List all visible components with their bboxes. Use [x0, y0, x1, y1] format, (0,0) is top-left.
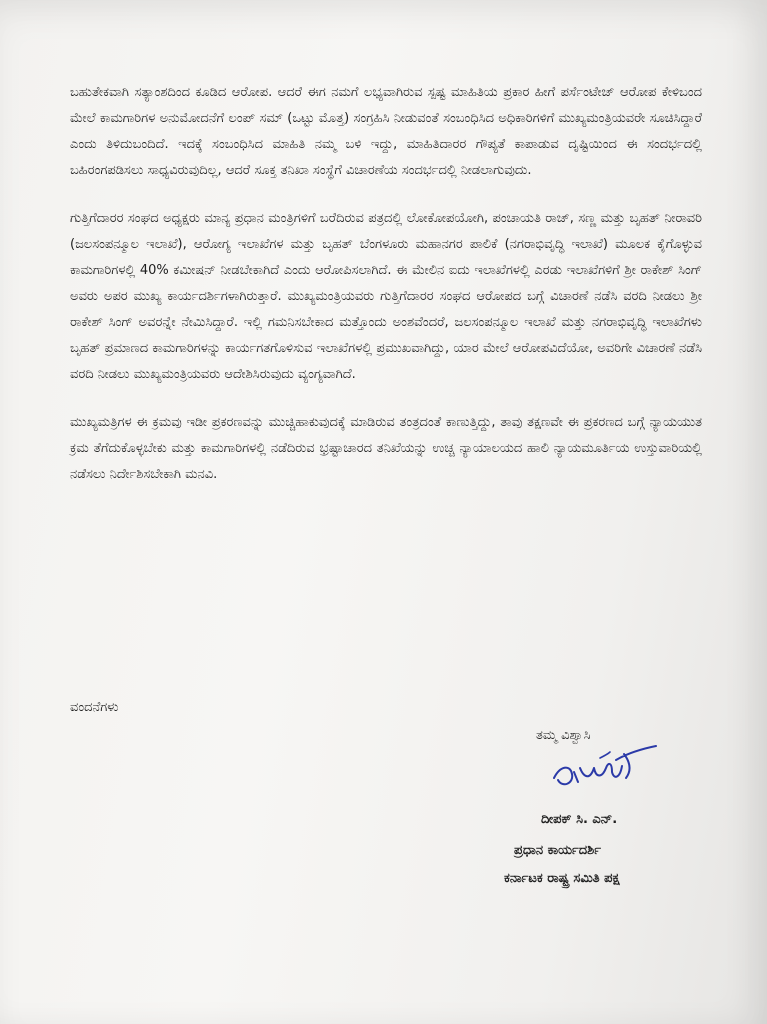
- paragraph-2: ಗುತ್ತಿಗೆದಾರರ ಸಂಘದ ಅಧ್ಯಕ್ಷರು ಮಾನ್ಯ ಪ್ರಧಾನ ಮಂತ್ರಿಗಳಿಗೆ ಬರೆದಿರುವ ಪತ್ರದಲ್ಲಿ ಲೋಕೋಪಯೋಗಿ, ಪಂಚಾಯತಿ ರಾಜ್, ಸಣ್ಣ ಮತ್ತು ಬೃಹತ್ ನೀರಾವರಿ (ಜಲಸಂಪನ್ಮೂಲ ಇಲಾಖೆ), ಆರೋಗ್ಯ ಇಲಾಖೆಗಳ ಮತ್ತು ಬೃಹತ್ ಬೆಂಗಳೂರು ಮಹಾನಗರ ಪಾಲಿಕೆ (ನಗರಾಭಿವೃದ್ಧಿ ಇಲಾಖೆ) ಮೂಲಕ ಕೈಗೊಳ್ಳುವ ಕಾಮಗಾರಿಗಳಲ್ಲಿ 40% ಕಮೀಷನ್ ನೀಡಬೇಕಾಗಿದೆ ಎಂದು ಆರೋಪಿಸಲಾಗಿದೆ. ಈ ಮೇಲಿನ ಐದು ಇಲಾಖೆಗಳಲ್ಲಿ ಎರಡು ಇಲಾಖೆಗಳಿಗೆ ಶ್ರೀ ರಾಕೇಶ್ ಸಿಂಗ್ ಅವರು ಅಪರ ಮುಖ್ಯ ಕಾರ್ಯದರ್ಶಿಗಳಾಗಿರುತ್ತಾರೆ. ಮುಖ್ಯಮಂತ್ರಿಯವರು ಗುತ್ತಿಗೆದಾರರ ಸಂಘದ ಆರೋಪದ ಬಗ್ಗೆ ವಿಚಾರಣೆ ನಡೆಸಿ ವರದಿ ನೀಡಲು ಶ್ರೀ ರಾಕೇಶ್ ಸಿಂಗ್ ಅವರನ್ನೇ ನೇಮಿಸಿದ್ದಾರೆ. ಇಲ್ಲಿ ಗಮನಿಸಬೇಕಾದ ಮತ್ತೊಂದು ಅಂಶವೆಂದರೆ, ಜಲಸಂಪನ್ಮೂಲ ಇಲಾಖೆ ಮತ್ತು ನಗರಾಭಿವೃದ್ಧಿ ಇಲಾಖೆಗಳು ಬೃಹತ್ ಪ್ರಮಾಣದ ಕಾಮಗಾರಿಗಳನ್ನು ಕಾರ್ಯಗತಗೊಳಿಸುವ ಇಲಾಖೆಗಳಲ್ಲಿ ಪ್ರಮುಖವಾಗಿದ್ದು, ಯಾರ ಮೇಲೆ ಆರೋಪವಿದೆಯೋ, ಅವರಿಗೇ ವಿಚಾರಣೆ ನಡೆಸಿ ವರದಿ ನೀಡಲು ಮುಖ್ಯಮಂತ್ರಿಯವರು ಆದೇಶಿಸಿರುವುದು ವ್ಯಂಗ್ಯವಾಗಿದೆ.: [70, 211, 702, 382]
- signatory-title: ಪ್ರಧಾನ ಕಾರ್ಯದರ್ಶಿ: [514, 843, 601, 858]
- paragraph-1: ಬಹುತೇಕವಾಗಿ ಸತ್ಯಾಂಶದಿಂದ ಕೂಡಿದ ಆರೋಪ. ಆದರೆ ಈಗ ನಮಗೆ ಲಭ್ಯವಾಗಿರುವ ಸ್ಪಷ್ಟ ಮಾಹಿತಿಯ ಪ್ರಕಾರ ಹೀಗೆ ಪರ್ಸೆಂಟೇಜ್ ಆರೋಪ ಕೇಳಿಬಂದ ಮೇಲೆ ಕಾಮಗಾರಿಗಳ ಅನುಮೋದನೆಗೆ ಲಂಪ್ ಸಮ್ (ಒಟ್ಟು ಮೊತ್ತ) ಸಂಗ್ರಹಿಸಿ ನೀಡುವಂತೆ ಸಂಬಂಧಿಸಿದ ಅಧಿಕಾರಿಗಳಿಗೆ ಮುಖ್ಯಮಂತ್ರಿಯವರೇ ಸೂಚಿಸಿದ್ದಾರೆ ಎಂದು ತಿಳಿದುಬಂದಿದೆ. ಇದಕ್ಕೆ ಸಂಬಂಧಿಸಿದ ಮಾಹಿತಿ ನಮ್ಮ ಬಳಿ ಇದ್ದು, ಮಾಹಿತಿದಾರರ ಗೌಪ್ಯತೆ ಕಾಪಾಡುವ ದೃಷ್ಟಿಯಿಂದ ಈ ಸಂದರ್ಭದಲ್ಲಿ ಬಹಿರಂಗಪಡಿಸಲು ಸಾಧ್ಯವಿರುವುದಿಲ್ಲ, ಆದರೆ ಸೂಕ್ತ ತನಿಖಾ ಸಂಸ್ಥೆಗೆ ವಿಚಾರಣೆಯ ಸಂದರ್ಭದಲ್ಲಿ ನೀಡಲಾಗುವುದು.: [70, 85, 702, 178]
- signatory-name: ದೀಪಕ್ ಸಿ. ಎನ್.: [541, 812, 618, 827]
- letter-body: [70, 80, 702, 510]
- signatory-organization: ಕರ್ನಾಟಕ ರಾಷ್ಟ್ರ ಸಮಿತಿ ಪಕ್ಷ: [504, 871, 620, 886]
- signature-icon: [550, 738, 660, 798]
- greeting: ವಂದನೆಗಳು: [70, 700, 119, 715]
- paragraph-3: ಮುಖ್ಯಮತ್ರಿಗಳ ಈ ಕ್ರಮವು ಇಡೀ ಪ್ರಕರಣವನ್ನು ಮುಚ್ಚಿಹಾಕುವುದಕ್ಕೆ ಮಾಡಿರುವ ತಂತ್ರದಂತೆ ಕಾಣುತ್ತಿದ್ದು, ತಾವು ತಕ್ಷಣವೇ ಈ ಪ್ರಕರಣದ ಬಗ್ಗೆ ನ್ಯಾಯಯುತ ಕ್ರಮ ತೆಗೆದುಕೊಳ್ಳಬೇಕು ಮತ್ತು ಕಾಮಗಾರಿಗಳಲ್ಲಿ ನಡೆದಿರುವ ಭ್ರಷ್ಟಾಚಾರದ ತನಿಖೆಯನ್ನು ಉಚ್ಚ ನ್ಯಾಯಾಲಯದ ಹಾಲಿ ನ್ಯಾಯಮೂರ್ತಿಯ ಉಸ್ತುವಾರಿಯಲ್ಲಿ ನಡೆಸಲು ನಿರ್ದೇಶಿಸಬೇಕಾಗಿ ಮನವಿ.: [70, 415, 702, 482]
- closing: ತಮ್ಮ ವಿಶ್ವಾಸಿ: [536, 728, 591, 743]
